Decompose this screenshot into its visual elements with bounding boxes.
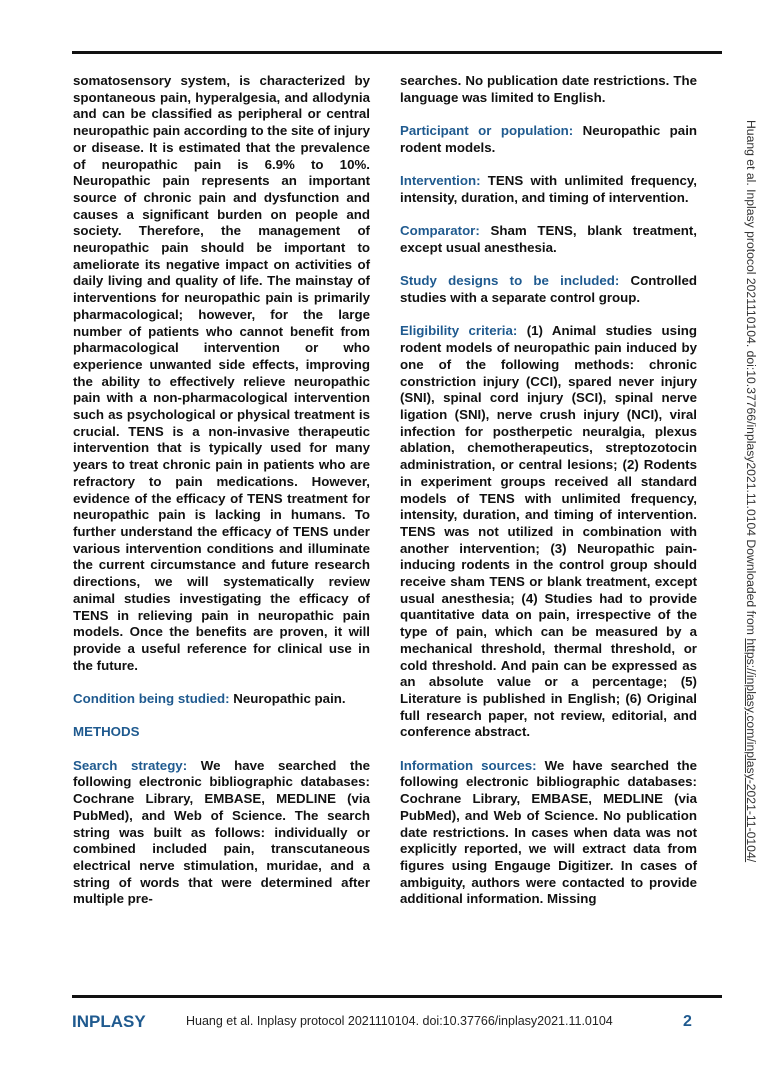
information-sources-paragraph [400, 758, 697, 908]
download-link[interactable]: https://inplasy.com/inplasy-2021-11-0104/ [744, 638, 758, 863]
methods-heading: METHODS [73, 724, 140, 740]
comparator-paragraph [400, 223, 697, 256]
footer-citation: Huang et al. Inplasy protocol 2021110104. doi:10.37766/inplasy2021.11.0104 [186, 1014, 613, 1028]
study-designs-label: Study designs to be included: [400, 273, 620, 289]
search-strategy-label: Search strategy: [73, 757, 188, 773]
intervention-text: TENS with unlimited frequency, intensity, duration, and timing of intervention. [400, 173, 697, 205]
side-note-text [744, 120, 758, 862]
condition-text: Neuropathic pain. [229, 691, 346, 706]
comparator-text: Sham TENS, blank treatment, except usual anesthesia. [400, 223, 697, 255]
study-designs-paragraph [400, 273, 697, 306]
participant-paragraph [400, 123, 697, 156]
participant-text: Neuropathic pain rodent models. [400, 123, 698, 155]
side-note-citation: Huang et al. Inplasy protocol 2021110104. doi:10.37766/inplasy2021.11.0104 Downloaded from [744, 120, 758, 639]
intro-paragraph: somatosensory system, is characterized by spontaneous pain, hyperalgesia, and allodynia and can be classified as peripheral or central neuropathic pain according to the site of injury or disease. It is estimated that the prevalence of neuropathic pain is 6.9% to 10%. Neuropathic pain represents an important source of chronic pain and dysfunction and causes a significant burden on people and society. Therefore, the management of neuropathic pain should be important to ameliorate its negative impact on activities of daily living and quality of life. The mainstay of interventions for neuropathic pain is primarily pharmacological; however, for the large number of patients who cannot benefit from pharmacological intervention or who experience unwanted side effects, improving the ability to effectively relieve neuropathic pain with a non-pharmacological intervention such as psychological or physical treatment is crucial. TENS is a non-invasive therapeutic intervention that is typically used for many years to treat chronic pain in patients who are refractory to pain medications. However, evidence of the efficacy of TENS treatment for neuropathic pain is lacking in humans. To further understand the efficacy of TENS under various intervention conditions and illuminate the current circumstance and future research directions, we will systematically review animal studies investigating the efficacy of TENS in relieving pain in neuropathic pain models. Once the benefits are proven, it will provide a useful reference for clinical use in the future. [73, 73, 370, 673]
footer-rule [72, 995, 722, 998]
page-number: 2 [683, 1013, 692, 1030]
information-sources-text: We have searched the following electronic bibliographic databases: Cochrane Library, EMBASE, MEDLINE (via PubMed), and Web of Science. No publication date restrictions. In cases when data was not explicitly reported, we will extract data from figures using Engauge Digitizer. In cases of ambiguity, authors were contacted to provide additional information. Missing [400, 757, 697, 907]
left-column [73, 73, 370, 925]
search-strategy-text: We have searched the following electronic bibliographic databases: Cochrane Library, EMBASE, MEDLINE (via PubMed), and Web of Science. The search string was built as follows: individually or combined included pain, transcutaneous electrical nerve stimulation, muridae, and a string of words that were determined after multiple pre- [73, 757, 370, 907]
intervention-paragraph [400, 173, 697, 206]
continuation-paragraph: searches. No publication date restrictions. The language was limited to English. [400, 73, 697, 105]
eligibility-paragraph [400, 323, 697, 741]
condition-paragraph [73, 691, 370, 708]
side-note [739, 120, 761, 940]
information-sources-label: Information sources: [400, 757, 537, 773]
right-column [400, 73, 697, 925]
footer-brand-logo: INPLASY [72, 1012, 146, 1031]
study-designs-text: Controlled studies with a separate control group. [400, 273, 697, 306]
eligibility-text: (1) Animal studies using rodent models of neuropathic pain induced by one of the following methods: chronic constriction injury (CCI), spared never injury (SNI), spinal cord injury (SCI), spinal nerve ligation (SNI), nerve crush injury (NCI), viral infection for postherpetic neuralgia, plexus ablation, chemotherapeutics, streptozotocin administration, or central lesions; (2) Rodents in experiment groups received all standard models of TENS with unlimited frequency, intensity, duration, and timing of intervention. TENS was not utilized in combination with another intervention; (3) Neuropathic pain-inducing rodents in the control group should receive sham TENS or blank treatment, except usual anesthesia; (4) Studies had to provide quantitative data on pain, irrespective of the type of pain, which can be measured by a mechanical threshold, thermal threshold, or cold threshold. And pain can be expressed as an absolute value or a percentage; (5) Literature is published in English; (6) Original full research paper, not review, editorial, and conference abstract. [400, 323, 698, 740]
comparator-label: Comparator: [400, 223, 480, 239]
intervention-label: Intervention: [400, 173, 481, 189]
header-rule [72, 51, 722, 54]
participant-label: Participant or population: [400, 123, 574, 139]
condition-label: Condition being studied: [73, 691, 230, 706]
search-strategy-paragraph [73, 758, 370, 908]
eligibility-label: Eligibility criteria: [400, 323, 518, 339]
